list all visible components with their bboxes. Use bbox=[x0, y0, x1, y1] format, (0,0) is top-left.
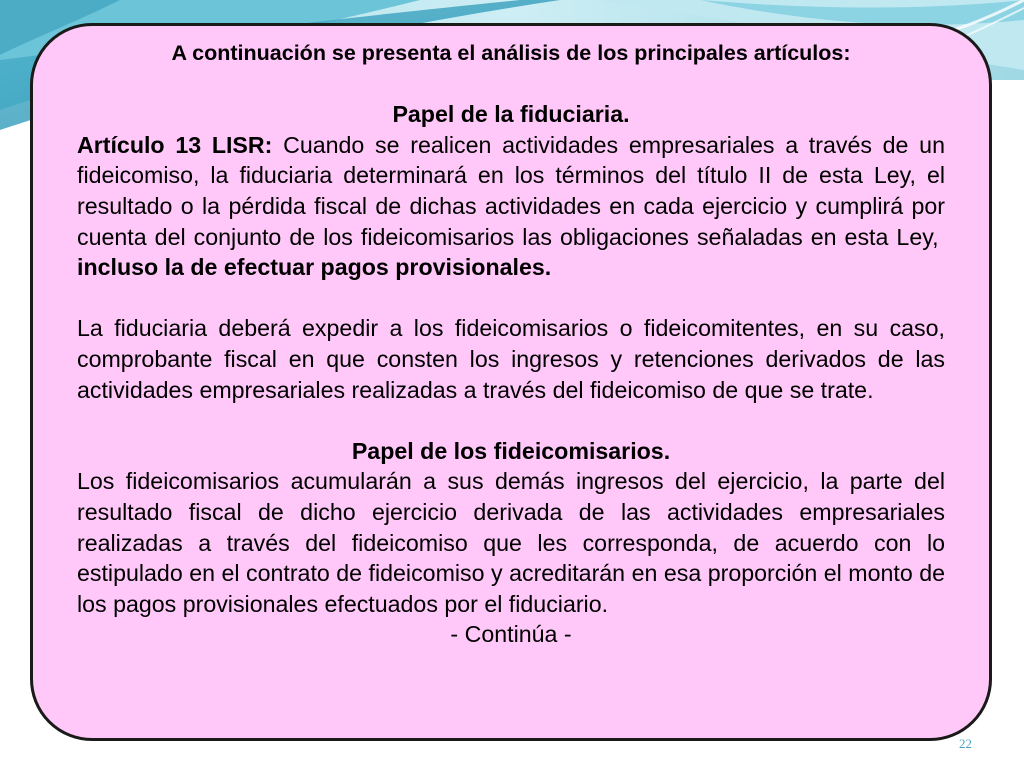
article-13-paragraph bbox=[77, 130, 945, 283]
article-text: Cuando se realicen actividades empresariales a través de un fideicomiso, la fiduciaria determinará en los términos del título II de esta Ley, el resultado o la pérdida fiscal de dichas actividades en cada ejercicio y cumplirá por cuenta del conjunto de los fideicomisarios las obligaciones señaladas en esta Ley, bbox=[77, 131, 945, 250]
paragraph-acumularan: Los fideicomisarios acumularán a sus demás ingresos del ejercicio, la parte del resultado fiscal de dicho ejercicio derivada de las actividades empresariales realizadas a través del fideicomiso que les corresponda, de acuerdo con lo estipulado en el contrato de fideicomiso y acreditarán en esa proporción el monto de los pagos provisionales efectuados por el fiduciario. bbox=[77, 468, 945, 617]
paragraph-expedir: La fiduciaria deberá expedir a los fideicomisarios o fideicomitentes, en su caso, comprobante fiscal en que consten los ingresos y retenciones derivados de las actividades empresariales realizadas a través del fideicomiso de que se trate. bbox=[77, 315, 945, 403]
slide-number: 22 bbox=[959, 736, 972, 751]
spacer bbox=[77, 405, 945, 436]
section-heading-fideicomisarios: Papel de los fideicomisarios. bbox=[351, 437, 671, 464]
slide-title: A continuación se presenta el análisis de los principales artículos: bbox=[171, 41, 851, 65]
article-emphasis: incluso la de efectuar pagos provisionales. bbox=[77, 254, 552, 281]
spacer bbox=[77, 69, 945, 100]
slide-content-box bbox=[30, 23, 992, 741]
spacer bbox=[77, 283, 945, 314]
section-heading-fiduciaria: Papel de la fiduciaria. bbox=[392, 101, 630, 128]
continua-label: - Continúa - bbox=[450, 621, 572, 648]
article-label: Artículo 13 LISR: bbox=[77, 131, 273, 158]
